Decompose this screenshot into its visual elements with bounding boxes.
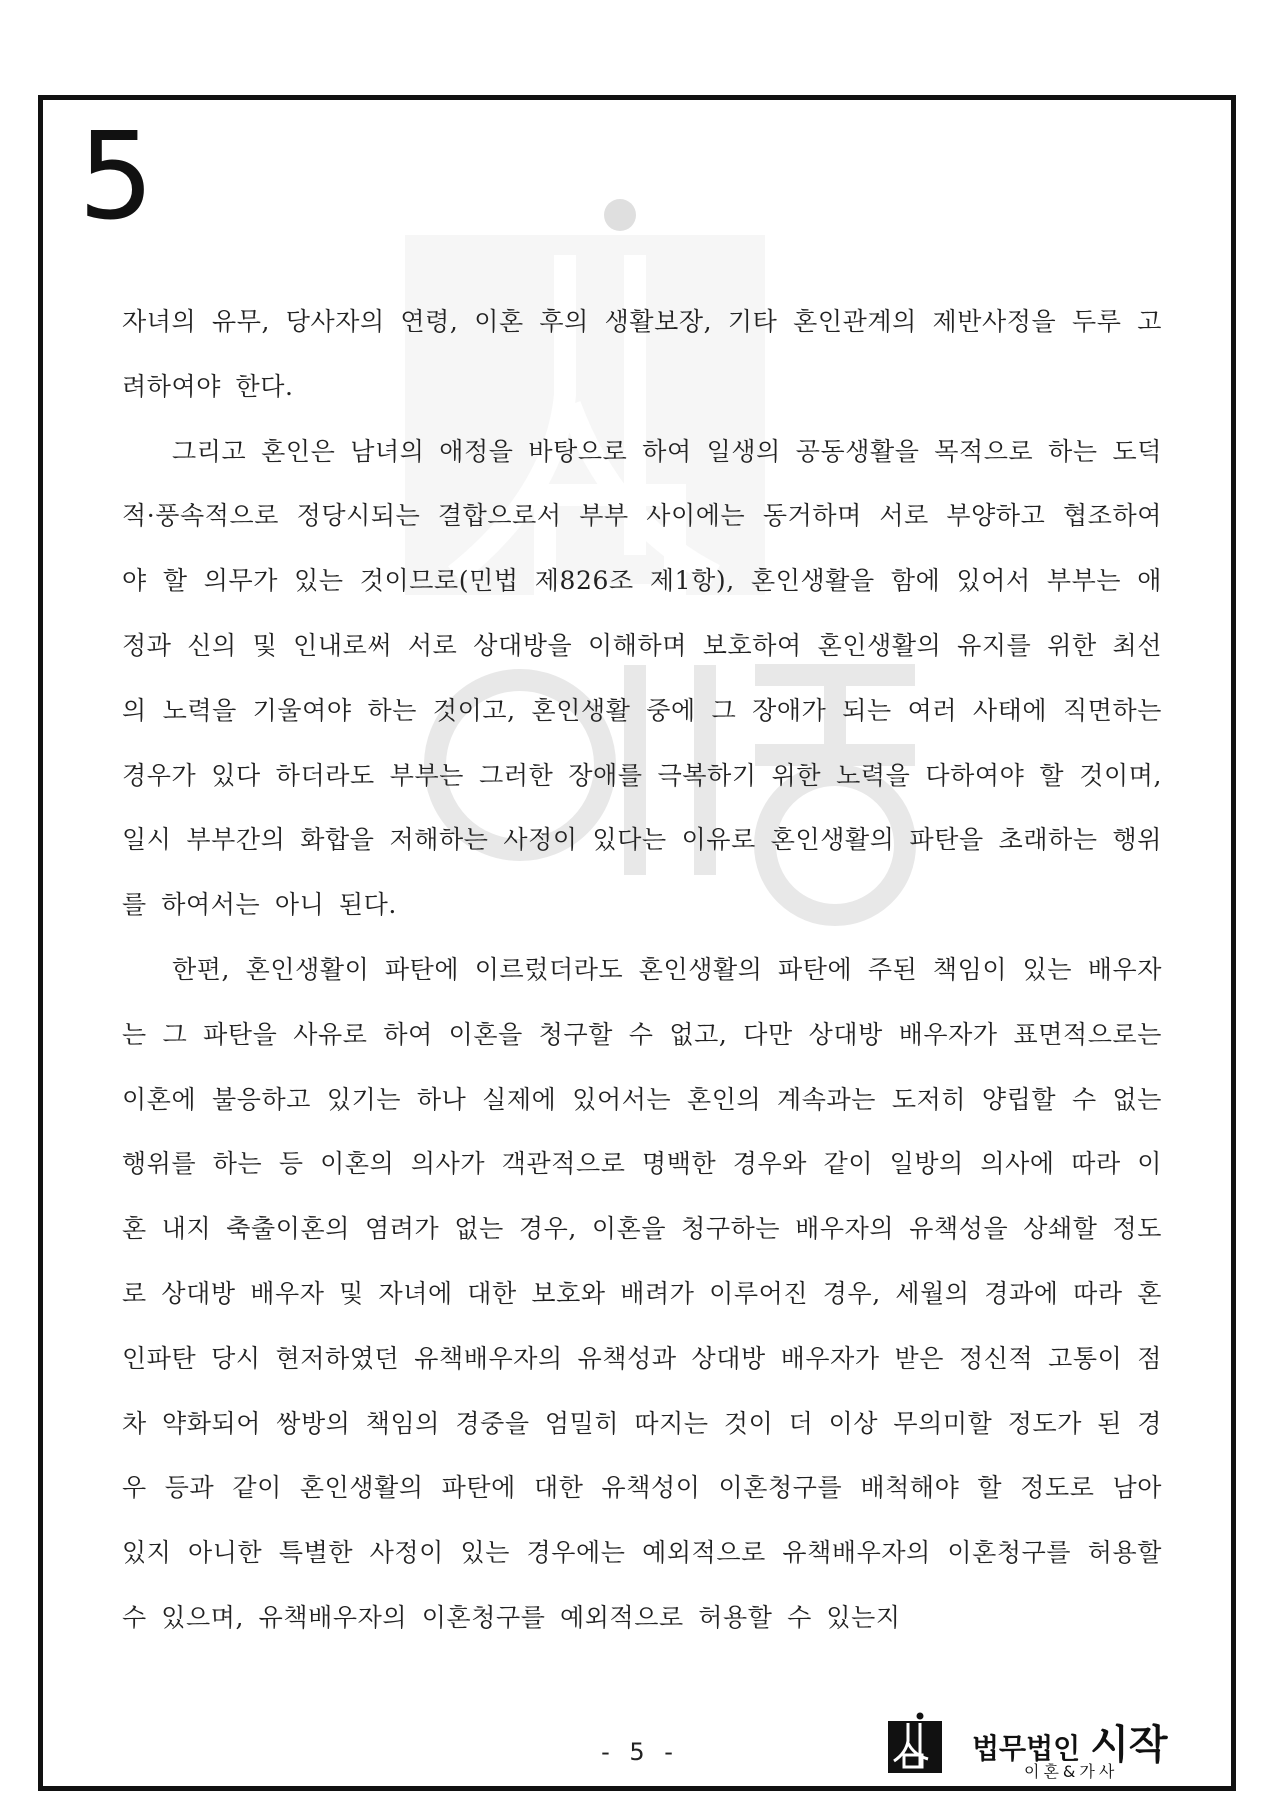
- paragraph: 자녀의 유무, 당사자의 연령, 이혼 후의 생활보장, 기타 혼인관계의 제반사정을 두루 고려하여야 한다.: [122, 307, 1162, 401]
- page-heading-number: 5: [78, 108, 155, 247]
- firm-name-main: 시작: [1090, 1722, 1168, 1768]
- paragraph: 한편, 혼인생활이 파탄에 이르렀더라도 혼인생활의 파탄에 주된 책임이 있는 배우자는 그 파탄을 사유로 하여 이혼을 청구할 수 없고, 다만 상대방 배우자가 표면적으로는 이혼에 불응하고 있기는 하나 실제에 있어서는 혼인의 계속과는 도저히 양립할 수 없는 행위를 하는 등 이혼의 의사가 객관적으로 명백한 경우와 같이 일방의 의사에 따라 이혼 내지 축출이혼의 염려가 없는 경우, 이혼을 청구하는 배우자의 유책성을 상쇄할 정도로 상대방 배우자 및 자녀에 대한 보호와 배려가 이루어진 경우, 세월의 경과에 따라 혼인파탄 당시 현저하였던 유책배우자의 유책성과 상대방 배우자가 받은 정신적 고통이 점차 약화되어 쌍방의 책임의 경중을 엄밀히 따지는 것이 더 이상 무의미할 정도가 된 경우 등과 같이 혼인생활의 파탄에 대한 유책성이 이혼청구를 배척해야 할 정도로 남아 있지 아니한 특별한 사정이 있는 경우에는 예외적으로 유책배우자의 이혼청구를 허용할 수 있으며, 유책배우자의 이혼청구를 예외적으로 허용할 수 있는지: [122, 954, 1162, 1632]
- firm-name-prefix: 법무법인: [972, 1732, 1081, 1765]
- paragraph: 그리고 혼인은 남녀의 애정을 바탕으로 하여 일생의 공동생활을 목적으로 하는 도덕적·풍속적으로 정당시되는 결합으로서 부부 사이에는 동거하며 서로 부양하고 협조하여야 할 의무가 있는 것이므로(민법 제826조 제1항), 혼인생활을 함에 있어서 부부는 애정과 신의 및 인내로써 서로 상대방을 이해하며 보호하여 혼인생활의 유지를 위한 최선의 노력을 기울여야 하는 것이고, 혼인생활 중에 그 장애가 되는 여러 사태에 직면하는 경우가 있다 하더라도 부부는 그러한 장애를 극복하기 위한 노력을 다하여야 할 것이며, 일시 부부간의 화합을 저해하는 사정이 있다는 이유로 혼인생활의 파탄을 초래하는 행위를 하여서는 아니 된다.: [122, 436, 1162, 920]
- footer-page-number: - 5 -: [601, 1738, 679, 1766]
- firm-subtitle: 이혼&가사: [1024, 1762, 1119, 1781]
- body-text: [122, 290, 1162, 1651]
- firm-logo: [886, 1711, 1186, 1781]
- firm-logo-icon: [886, 1711, 944, 1775]
